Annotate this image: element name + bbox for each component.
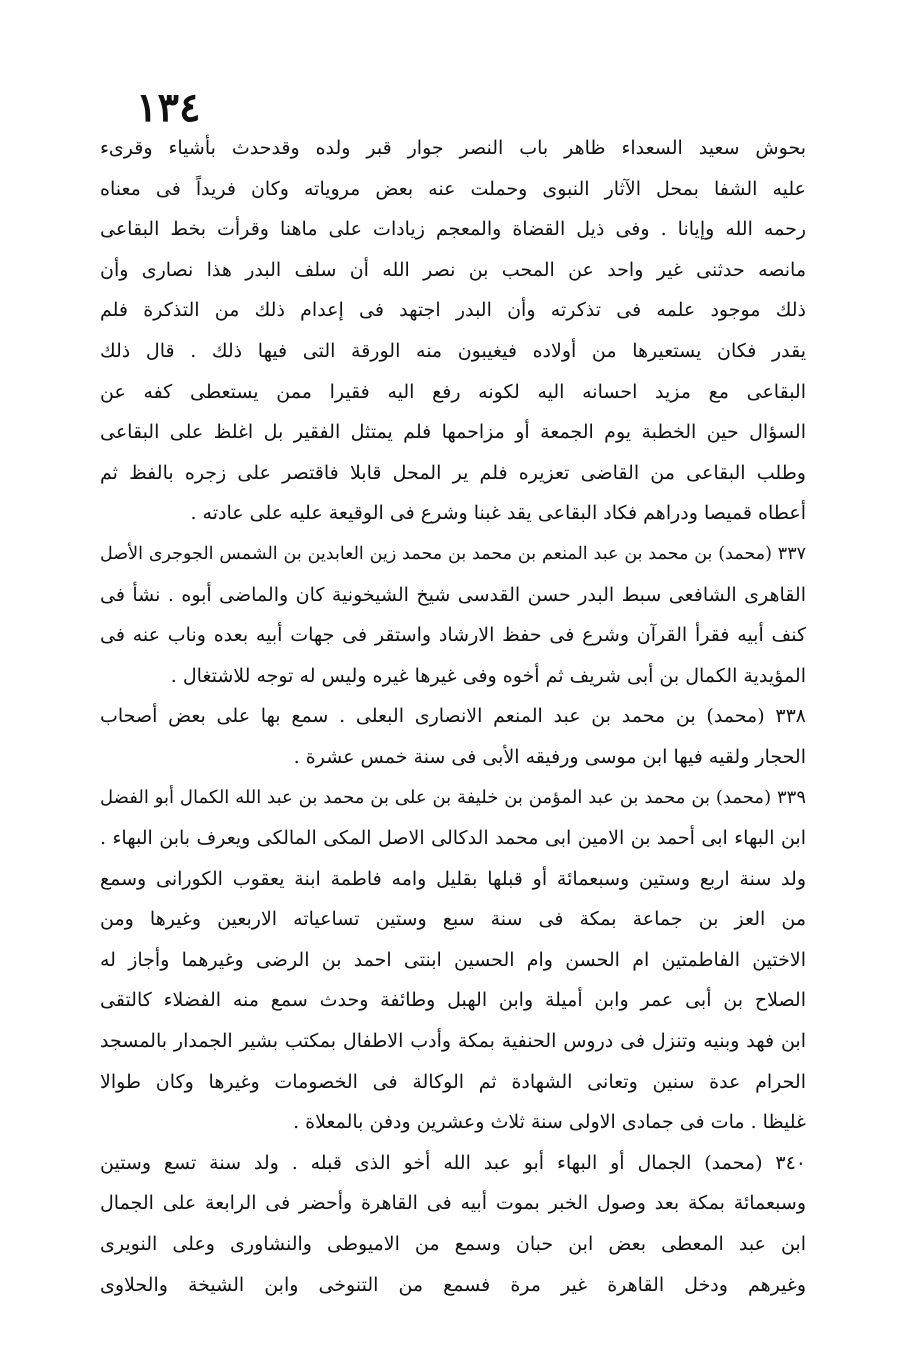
text-line: الحجار ولقيه فيها ابن موسى ورفيقه الأبى فى سنة خمس عشرة . (293, 745, 806, 768)
text-line: غليظا . مات فى جمادى الاولى سنة ثلاث وعشرين ودفن بالمعلاة . (293, 1111, 806, 1134)
text-line: ابن عبد المعطى بعض ابن حبان وسمع من الاميوطى والنشاورى وعلى النويرى (100, 1233, 806, 1256)
text-line: ذلك موجود علمه فى تذكرته وأن البدر اجتهد فى إعدام ذلك من التذكرة فلم (100, 299, 806, 322)
text-line: ٣٣٩ (محمد) بن محمد بن عبد المؤمن بن خليفة بن على بن محمد بن عبد الله الكمال أبو الفضل (100, 786, 806, 808)
text-line: القاهرى الشافعى سبط البدر حسن القدسى شيخ الشيخونية كان والماضى أبوه . نشأ فى (100, 583, 806, 606)
text-line: ٣٣٨ (محمد) بن محمد بن عبد المنعم الانصارى البعلى . سمع بها على بعض أصحاب (100, 705, 806, 728)
text-line: وغيرهم ودخل القاهرة غير مرة فسمع من التنوخى وابن الشيخة والحلاوى (100, 1273, 806, 1296)
text-line: كنف أبيه فقرأ القرآن وشرع فى حفظ الارشاد واستقر فى جهات أبيه بعده وناب عنه فى (100, 624, 806, 647)
text-line: ٣٤٠ (محمد) الجمال أو البهاء أبو عبد الله أخو الذى قبله . ولد سنة تسع وستين (100, 1151, 806, 1174)
text-line: المؤيدية الكمال بن أبى شريف ثم أخوه وفى غيرها غيره وليس له توجه للاشتغال . (170, 664, 806, 687)
text-line: ابن فهد وبنيه وتنزل فى دروس الحنفية بمكة وأدب الاطفال بمكتب بشير الجمدار بالمسجد (100, 1030, 806, 1053)
text-line: ابن البهاء ابى أحمد بن الامين ابى محمد الدكالى الاصل المكى المالكى ويعرف بابن البهاء . (100, 827, 806, 850)
text-line: أعطاه قميصا ودراهم فكاد البقاعى يقد غبنا وشرع فى الوقيعة عليه على عادته . (190, 502, 806, 525)
text-line: البقاعى مع مزيد احسانه اليه لكونه رفع اليه فقيرا ممن يستعطى كفه عن (100, 380, 806, 403)
text-line: بحوش سعيد السعداء ظاهر باب النصر جوار قبر ولده وقدحدث بأشياء وقرىء (100, 137, 806, 159)
text-line: وطلب البقاعى من القاضى تعزيره فلم ير المحل قابلا فاقتصر على زجره بالفظ ثم (100, 461, 806, 484)
text-line: يقدر فكان يستعيرها من أولاده فيغيبون منه الورقة التى فيها ذلك . قال ذلك (100, 339, 806, 362)
text-line: من العز بن جماعة بمكة فى سنة سبع وستين تساعياته الاربعين وغيرها ومن (100, 908, 806, 931)
text-line: وسبعمائة بمكة بعد وصول الخبر بموت أبيه فى القاهرة وأحضر فى الرابعة على الجمال (100, 1192, 806, 1215)
text-line: رحمه الله وإيانا . وفى ذيل القضاة والمعجم زيادات على ماهنا وقرأت بخط البقاعى (100, 218, 806, 241)
text-line: الاختين الفاطمتين ام الحسن وام الحسين ابنتى احمد بن الرضى وغيرهما وأجاز له (100, 948, 806, 971)
text-line: الحرام عدة سنين وتعانى الشهادة ثم الوكالة فى الخصومات وغيرها وكان طوالا (100, 1070, 806, 1093)
text-line: مانصه حدثنى غير واحد عن المحب بن نصر الله أن سلف البدر هذا نصارى وأن (100, 258, 806, 281)
text-line: ٣٣٧ (محمد) بن محمد بن عبد المنعم بن محمد بن محمد زين العابدين بن الشمس الجوجرى الأصل (100, 543, 806, 564)
text-line: الصلاح بن أبى عمر وابن أميلة وابن الهبل وطائفة وحدث سمع منه الفضلاء كالتقى (100, 989, 806, 1012)
page-number: ١٣٤ (136, 84, 201, 131)
text-line: السؤال حين الخطبة يوم الجمعة أو مزاحمها فلم يمتثل الفقير بل اغلظ على البقاعى (100, 421, 806, 444)
body-text (100, 128, 806, 1305)
text-line: ولد سنة اربع وستين وسبعمائة أو قبلها بقليل وامه فاطمة ابنة يعقوب الكورانى وسمع (100, 867, 806, 890)
text-line: عليه الشفا بمحل الآثار النبوى وحملت عنه بعض مروياته وكان فريداً فى معناه (100, 177, 806, 200)
